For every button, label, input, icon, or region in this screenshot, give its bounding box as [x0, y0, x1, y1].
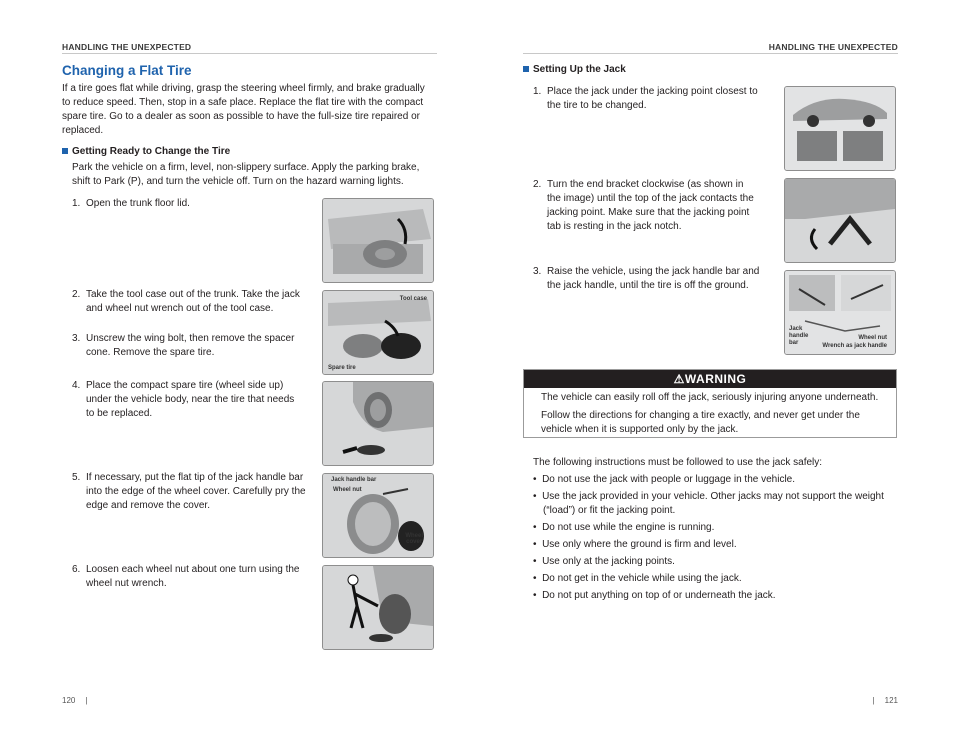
tool-case-label: Tool case	[399, 296, 427, 302]
list-item: • Use only at the jacking points.	[533, 556, 675, 567]
warning-box	[523, 369, 897, 438]
list-item: • Use only where the ground is firm and level.	[533, 539, 737, 550]
prep-line: shift to Park (P), and turn the vehicle off. Turn on the hazard warning lights.	[72, 176, 404, 187]
tool-case-illustration	[322, 290, 434, 375]
intro-line: If a tire goes flat while driving, grasp the steering wheel firmly, and brake gradually	[62, 83, 425, 94]
wheel-nut-label: Wheel nut	[858, 335, 887, 341]
turn-end-bracket-illustration	[784, 178, 896, 263]
left-step-1: 1. Open the trunk floor lid.	[72, 198, 190, 209]
prep-paragraph	[72, 161, 442, 189]
right-step-1: 1. Place the jack under the jacking point closest to the tire to be changed.	[533, 86, 758, 111]
list-item: • Do not use the jack with people or luggage in the vehicle.	[533, 474, 796, 485]
left-page-number: 120 |	[62, 696, 88, 705]
wheel-cover-label: Wheel cover	[405, 533, 423, 545]
list-item: • Do not use while the engine is running.	[533, 522, 715, 533]
warning-header: ⚠WARNING	[524, 370, 896, 388]
right-step-3: 3. Raise the vehicle, using the jack handle bar and the jack handle, until the tire is off the ground.	[533, 266, 760, 291]
right-page-number: | 121	[872, 696, 898, 705]
wheel-nut-label: Wheel nut	[333, 487, 362, 493]
loosen-nuts-illustration	[322, 565, 434, 650]
left-running-header: HANDLING THE UNEXPECTED	[62, 42, 192, 52]
wrench-label: Wrench as jack handle	[822, 343, 887, 349]
left-step-4: 4. Place the compact spare tire (wheel side up) under the vehicle body, near the tire that needs to be replaced.	[72, 380, 295, 419]
jack-handle-bar-label: Jack handle bar	[331, 477, 377, 483]
intro-line: to reduce speed. Then, stop in a safe place. Replace the flat tire with the compact	[62, 97, 424, 108]
list-item: • Do not put anything on top of or underneath the jack.	[533, 590, 776, 601]
right-step-2: 2. Turn the end bracket clockwise (as shown in the image) until the top of the jack contacts the jacking point. Make sure that the jacking point tab is resting in the jack notch.	[533, 179, 754, 232]
instructions-intro: The following instructions must be followed to use the jack safely:	[533, 457, 823, 468]
raise-vehicle-illustration	[784, 270, 896, 355]
list-item-continuation: (“load”) or fit the jacking point.	[543, 505, 676, 516]
left-step-3: 3. Unscrew the wing bolt, then remove the spacer cone. Remove the spare tire.	[72, 333, 295, 358]
left-step-2: 2. Take the tool case out of the trunk. Take the jack and wheel nut wrench out of the tool case.	[72, 289, 300, 314]
safety-bullet-list	[533, 473, 893, 603]
left-step-5: 5. If necessary, put the flat tip of the jack handle bar into the edge of the wheel cover. Carefully pry the edge and remove the cover.	[72, 472, 306, 511]
right-running-header: HANDLING THE UNEXPECTED	[768, 42, 898, 52]
intro-line: replaced.	[62, 125, 104, 136]
spare-under-vehicle-illustration	[322, 381, 434, 466]
jacking-point-illustration	[784, 86, 896, 171]
subheading-getting-ready: Getting Ready to Change the Tire	[62, 146, 230, 157]
bullet-square-icon	[62, 148, 68, 154]
jack-handle-bar-label: Jack handle bar	[789, 326, 809, 346]
warning-text: The vehicle can easily roll off the jack, seriously injuring anyone underneath. Follow the directions for changing a tire exactly, and never get under the vehicle when it is supported only by the jack.	[541, 392, 879, 435]
prep-line: Park the vehicle on a firm, level, non-slippery surface. Apply the parking brake,	[72, 162, 420, 173]
wheel-cover-illustration	[322, 473, 434, 558]
subheading-setting-up-jack: Setting Up the Jack	[523, 64, 626, 75]
bullet-square-icon	[523, 66, 529, 72]
left-header-rule	[62, 53, 437, 54]
warning-triangle-icon: ⚠	[673, 372, 685, 386]
left-step-6: 6. Loosen each wheel nut about one turn using the wheel nut wrench.	[72, 564, 300, 589]
list-item: • Do not get in the vehicle while using the jack.	[533, 573, 742, 584]
intro-paragraph	[62, 82, 442, 138]
spare-tire-label: Spare tire	[328, 365, 356, 371]
page-title: Changing a Flat Tire	[62, 63, 192, 78]
list-item: • Use the jack provided in your vehicle. Other jacks may not support the weight	[533, 491, 884, 502]
intro-line: spare tire. Go to a dealer as soon as possible to have the full-size tire repaired or	[62, 111, 420, 122]
right-header-rule	[523, 53, 898, 54]
trunk-open-illustration	[322, 198, 434, 283]
